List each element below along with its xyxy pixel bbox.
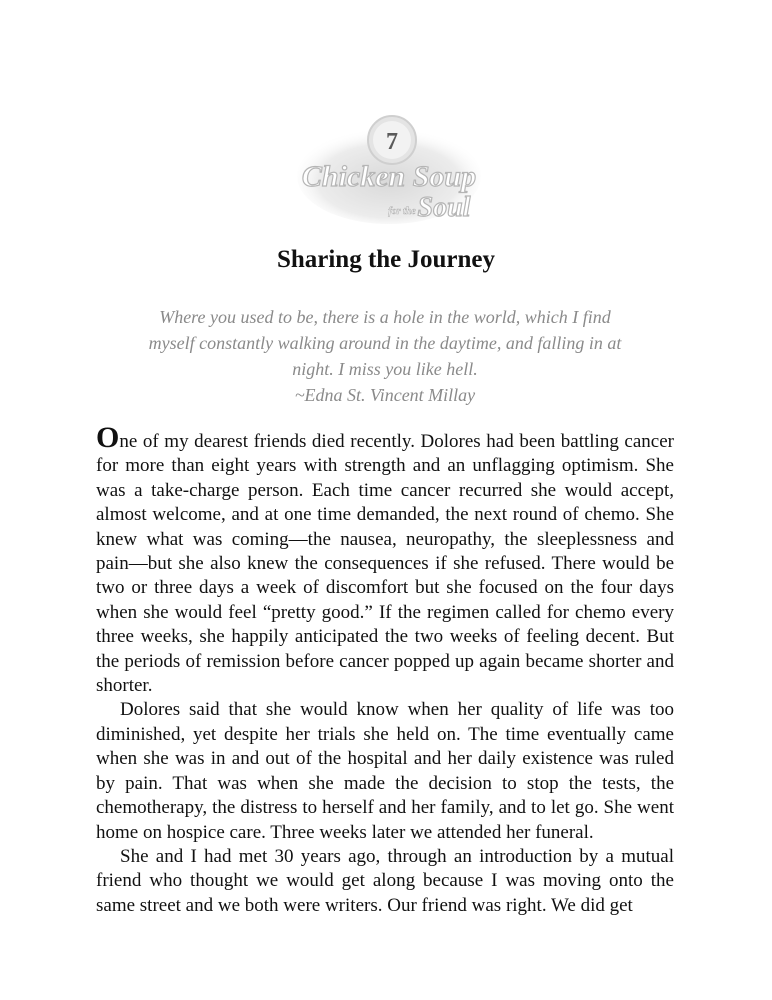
epigraph (120, 304, 650, 408)
brand-line-1: Chicken Soup (301, 160, 477, 193)
paragraph-1-text: ne of my dearest friends died recently. Dolores had been battling cancer for more than eight years with strength and an unflagging optimism. She was a take-charge person. Each time cancer recurred she would accept, almost welcome, and at one time demanded, the next round of chemo. She knew what was coming—the nausea, neuropathy, the sleeplessness and pain—but she also knew the consequences if she refused. There would be two or three days a week of discomfort but she focused on the four days when she would feel “pretty good.” If the regimen called for chemo every three weeks, she happily anticipated the two weeks of feeling decent. But the periods of remission before cancer popped up again became shorter and shorter. (96, 431, 674, 697)
chapter-number: 7 (386, 129, 398, 155)
epigraph-attribution: ~Edna St. Vincent Millay (294, 385, 476, 405)
drop-cap: O (96, 421, 120, 454)
body-paragraph-1 (96, 421, 674, 698)
brand-line-2b: Soul (417, 192, 471, 223)
chicken-soup-logo-icon (296, 108, 482, 226)
epigraph-line: night. I miss you like hell. (292, 359, 478, 379)
chapter-title: Sharing the Journey (276, 246, 496, 273)
brand-line-2a: for the (388, 206, 416, 217)
epigraph-line: Where you used to be, there is a hole in the world, which I find (159, 307, 611, 327)
body-paragraph-2: Dolores said that she would know when her quality of life was too diminished, yet despite her trials she held on. The time eventually came when she was in and out of the hospital and her daily existence was ruled by pain. That was when she made the decision to stop the tests, the chemotherapy, the distress to herself and her family, and to let go. She went home on hospice care. Three weeks later we attended her funeral. (96, 699, 674, 843)
chicken-soup-logo (296, 108, 482, 226)
chapter-body (96, 421, 674, 918)
body-paragraph-3: She and I had met 30 years ago, through an introduction by a mutual friend who thought we would get along because I was moving onto the same street and we both were writers. Our friend was right. We did get (96, 845, 674, 916)
epigraph-line: myself constantly walking around in the daytime, and falling in at (148, 333, 622, 353)
